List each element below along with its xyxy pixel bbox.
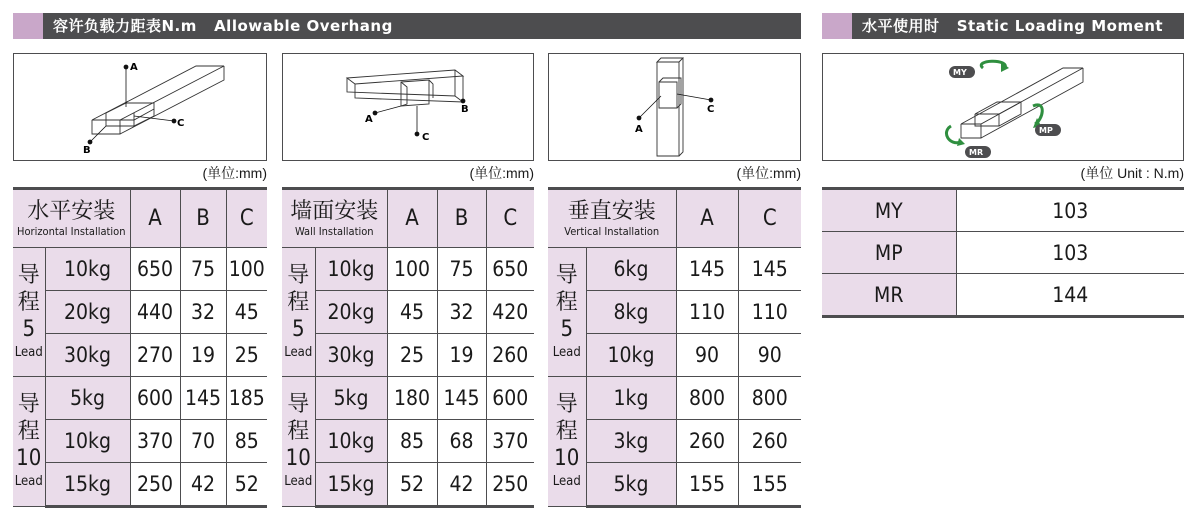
static-loading-header <box>822 13 1184 39</box>
static-moment-diagram <box>822 53 1184 161</box>
label-a: A <box>130 62 138 73</box>
table-row <box>282 334 534 377</box>
allowable-overhang-title: 容许负载力距表N.m Allowable Overhang <box>53 17 393 35</box>
lead-group-label: 导 程 5 Lead <box>548 248 586 377</box>
moment-name: MP <box>822 232 956 274</box>
load-cell: 5kg <box>315 377 387 420</box>
column-header: A <box>130 189 180 248</box>
column-header: B <box>437 189 486 248</box>
unit-label-2: (单位:mm) <box>469 165 534 181</box>
column-header: A <box>676 189 738 248</box>
table-row <box>13 291 267 334</box>
load-cell: 10kg <box>45 420 130 463</box>
table-row <box>13 248 267 291</box>
moment-name: MR <box>822 274 956 317</box>
table-row <box>548 463 801 507</box>
vertical-installation-diagram <box>548 53 801 161</box>
value-cell: 145 <box>738 248 801 291</box>
wall-installation-table <box>282 187 534 508</box>
load-cell: 10kg <box>315 420 387 463</box>
value-cell: 75 <box>180 248 226 291</box>
unit-label-3: (单位:mm) <box>736 165 801 181</box>
label-my: MY <box>953 68 967 77</box>
value-cell: 155 <box>738 463 801 507</box>
value-cell: 145 <box>180 377 226 420</box>
value-cell: 100 <box>226 248 267 291</box>
table-row <box>822 232 1184 274</box>
load-cell: 1kg <box>586 377 676 420</box>
label-c: C <box>707 104 715 115</box>
table-row <box>548 420 801 463</box>
lead-group-label: 导 程 10 Lead <box>13 377 45 507</box>
table-row <box>282 377 534 420</box>
label-mr: MR <box>969 148 984 157</box>
column-header: C <box>486 189 534 248</box>
value-cell: 85 <box>226 420 267 463</box>
value-cell: 650 <box>486 248 534 291</box>
label-mp: MP <box>1039 126 1053 135</box>
label-c: C <box>177 118 185 129</box>
header-accent <box>13 13 43 39</box>
table-title-cn: 垂直安装 <box>567 198 656 224</box>
unit-label-4: (单位 Unit : N.m) <box>1080 165 1184 181</box>
value-cell: 260 <box>486 334 534 377</box>
value-cell: 32 <box>180 291 226 334</box>
value-cell: 145 <box>676 248 738 291</box>
value-cell: 180 <box>387 377 437 420</box>
table-row <box>822 189 1184 232</box>
label-a: A <box>635 124 643 135</box>
table-title-cn: 水平安装 <box>27 198 116 224</box>
value-cell: 52 <box>226 463 267 507</box>
table-title-en: Wall Installation <box>294 224 374 238</box>
value-cell: 370 <box>130 420 180 463</box>
moment-value: 103 <box>956 232 1184 274</box>
table-row <box>13 420 267 463</box>
load-cell: 20kg <box>45 291 130 334</box>
value-cell: 19 <box>437 334 486 377</box>
load-cell: 8kg <box>586 291 676 334</box>
moment-name: MY <box>822 189 956 232</box>
horizontal-installation-table <box>13 187 267 508</box>
table-title-cn: 墙面安装 <box>290 198 379 224</box>
lead-group-label: 导 程 10 Lead <box>548 377 586 507</box>
value-cell: 85 <box>387 420 437 463</box>
value-cell: 800 <box>738 377 801 420</box>
table-title-cell <box>548 189 676 248</box>
label-b: B <box>461 104 469 115</box>
value-cell: 250 <box>486 463 534 507</box>
value-cell: 90 <box>738 334 801 377</box>
value-cell: 600 <box>486 377 534 420</box>
load-cell: 30kg <box>315 334 387 377</box>
value-cell: 185 <box>226 377 267 420</box>
value-cell: 90 <box>676 334 738 377</box>
value-cell: 145 <box>437 377 486 420</box>
table-row <box>13 377 267 420</box>
value-cell: 370 <box>486 420 534 463</box>
label-b: B <box>83 145 91 156</box>
column-header: C <box>226 189 267 248</box>
load-cell: 6kg <box>586 248 676 291</box>
value-cell: 260 <box>738 420 801 463</box>
value-cell: 270 <box>130 334 180 377</box>
table-row <box>282 420 534 463</box>
value-cell: 32 <box>437 291 486 334</box>
value-cell: 260 <box>676 420 738 463</box>
unit-label-1: (单位:mm) <box>202 165 267 181</box>
value-cell: 25 <box>387 334 437 377</box>
value-cell: 155 <box>676 463 738 507</box>
column-header: B <box>180 189 226 248</box>
value-cell: 42 <box>180 463 226 507</box>
horizontal-installation-diagram <box>13 53 267 161</box>
value-cell: 440 <box>130 291 180 334</box>
load-cell: 15kg <box>315 463 387 507</box>
value-cell: 650 <box>130 248 180 291</box>
static-loading-title: 水平使用时 Static Loading Moment <box>862 17 1164 35</box>
allowable-overhang-header <box>13 13 801 39</box>
value-cell: 110 <box>676 291 738 334</box>
static-moment-table <box>822 187 1184 318</box>
moment-value: 103 <box>956 189 1184 232</box>
lead-group-label: 导 程 10 Lead <box>282 377 315 507</box>
value-cell: 52 <box>387 463 437 507</box>
load-cell: 10kg <box>315 248 387 291</box>
value-cell: 45 <box>387 291 437 334</box>
value-cell: 800 <box>676 377 738 420</box>
moment-value: 144 <box>956 274 1184 317</box>
column-header: C <box>738 189 801 248</box>
label-c: C <box>422 132 430 143</box>
value-cell: 25 <box>226 334 267 377</box>
value-cell: 75 <box>437 248 486 291</box>
column-header: A <box>387 189 437 248</box>
table-row <box>548 334 801 377</box>
value-cell: 45 <box>226 291 267 334</box>
lead-group-label: 导 程 5 Lead <box>13 248 45 377</box>
table-row <box>548 377 801 420</box>
value-cell: 600 <box>130 377 180 420</box>
wall-installation-diagram <box>282 53 534 161</box>
load-cell: 5kg <box>586 463 676 507</box>
value-cell: 70 <box>180 420 226 463</box>
header-accent <box>822 13 852 39</box>
value-cell: 42 <box>437 463 486 507</box>
table-row <box>282 463 534 507</box>
table-row <box>282 248 534 291</box>
load-cell: 10kg <box>586 334 676 377</box>
lead-group-label: 导 程 5 Lead <box>282 248 315 377</box>
table-title-en: Horizontal Installation <box>17 224 126 238</box>
load-cell: 3kg <box>586 420 676 463</box>
table-title-cell <box>282 189 387 248</box>
value-cell: 250 <box>130 463 180 507</box>
table-title-cell <box>13 189 130 248</box>
load-cell: 20kg <box>315 291 387 334</box>
table-row <box>13 463 267 507</box>
table-row <box>822 274 1184 317</box>
value-cell: 100 <box>387 248 437 291</box>
value-cell: 19 <box>180 334 226 377</box>
table-row <box>548 248 801 291</box>
table-row <box>13 334 267 377</box>
value-cell: 420 <box>486 291 534 334</box>
load-cell: 5kg <box>45 377 130 420</box>
load-cell: 30kg <box>45 334 130 377</box>
value-cell: 110 <box>738 291 801 334</box>
load-cell: 15kg <box>45 463 130 507</box>
vertical-installation-table <box>548 187 801 508</box>
label-a: A <box>365 114 373 125</box>
table-title-en: Vertical Installation <box>564 224 660 238</box>
table-row <box>282 291 534 334</box>
load-cell: 10kg <box>45 248 130 291</box>
table-row <box>548 291 801 334</box>
value-cell: 68 <box>437 420 486 463</box>
